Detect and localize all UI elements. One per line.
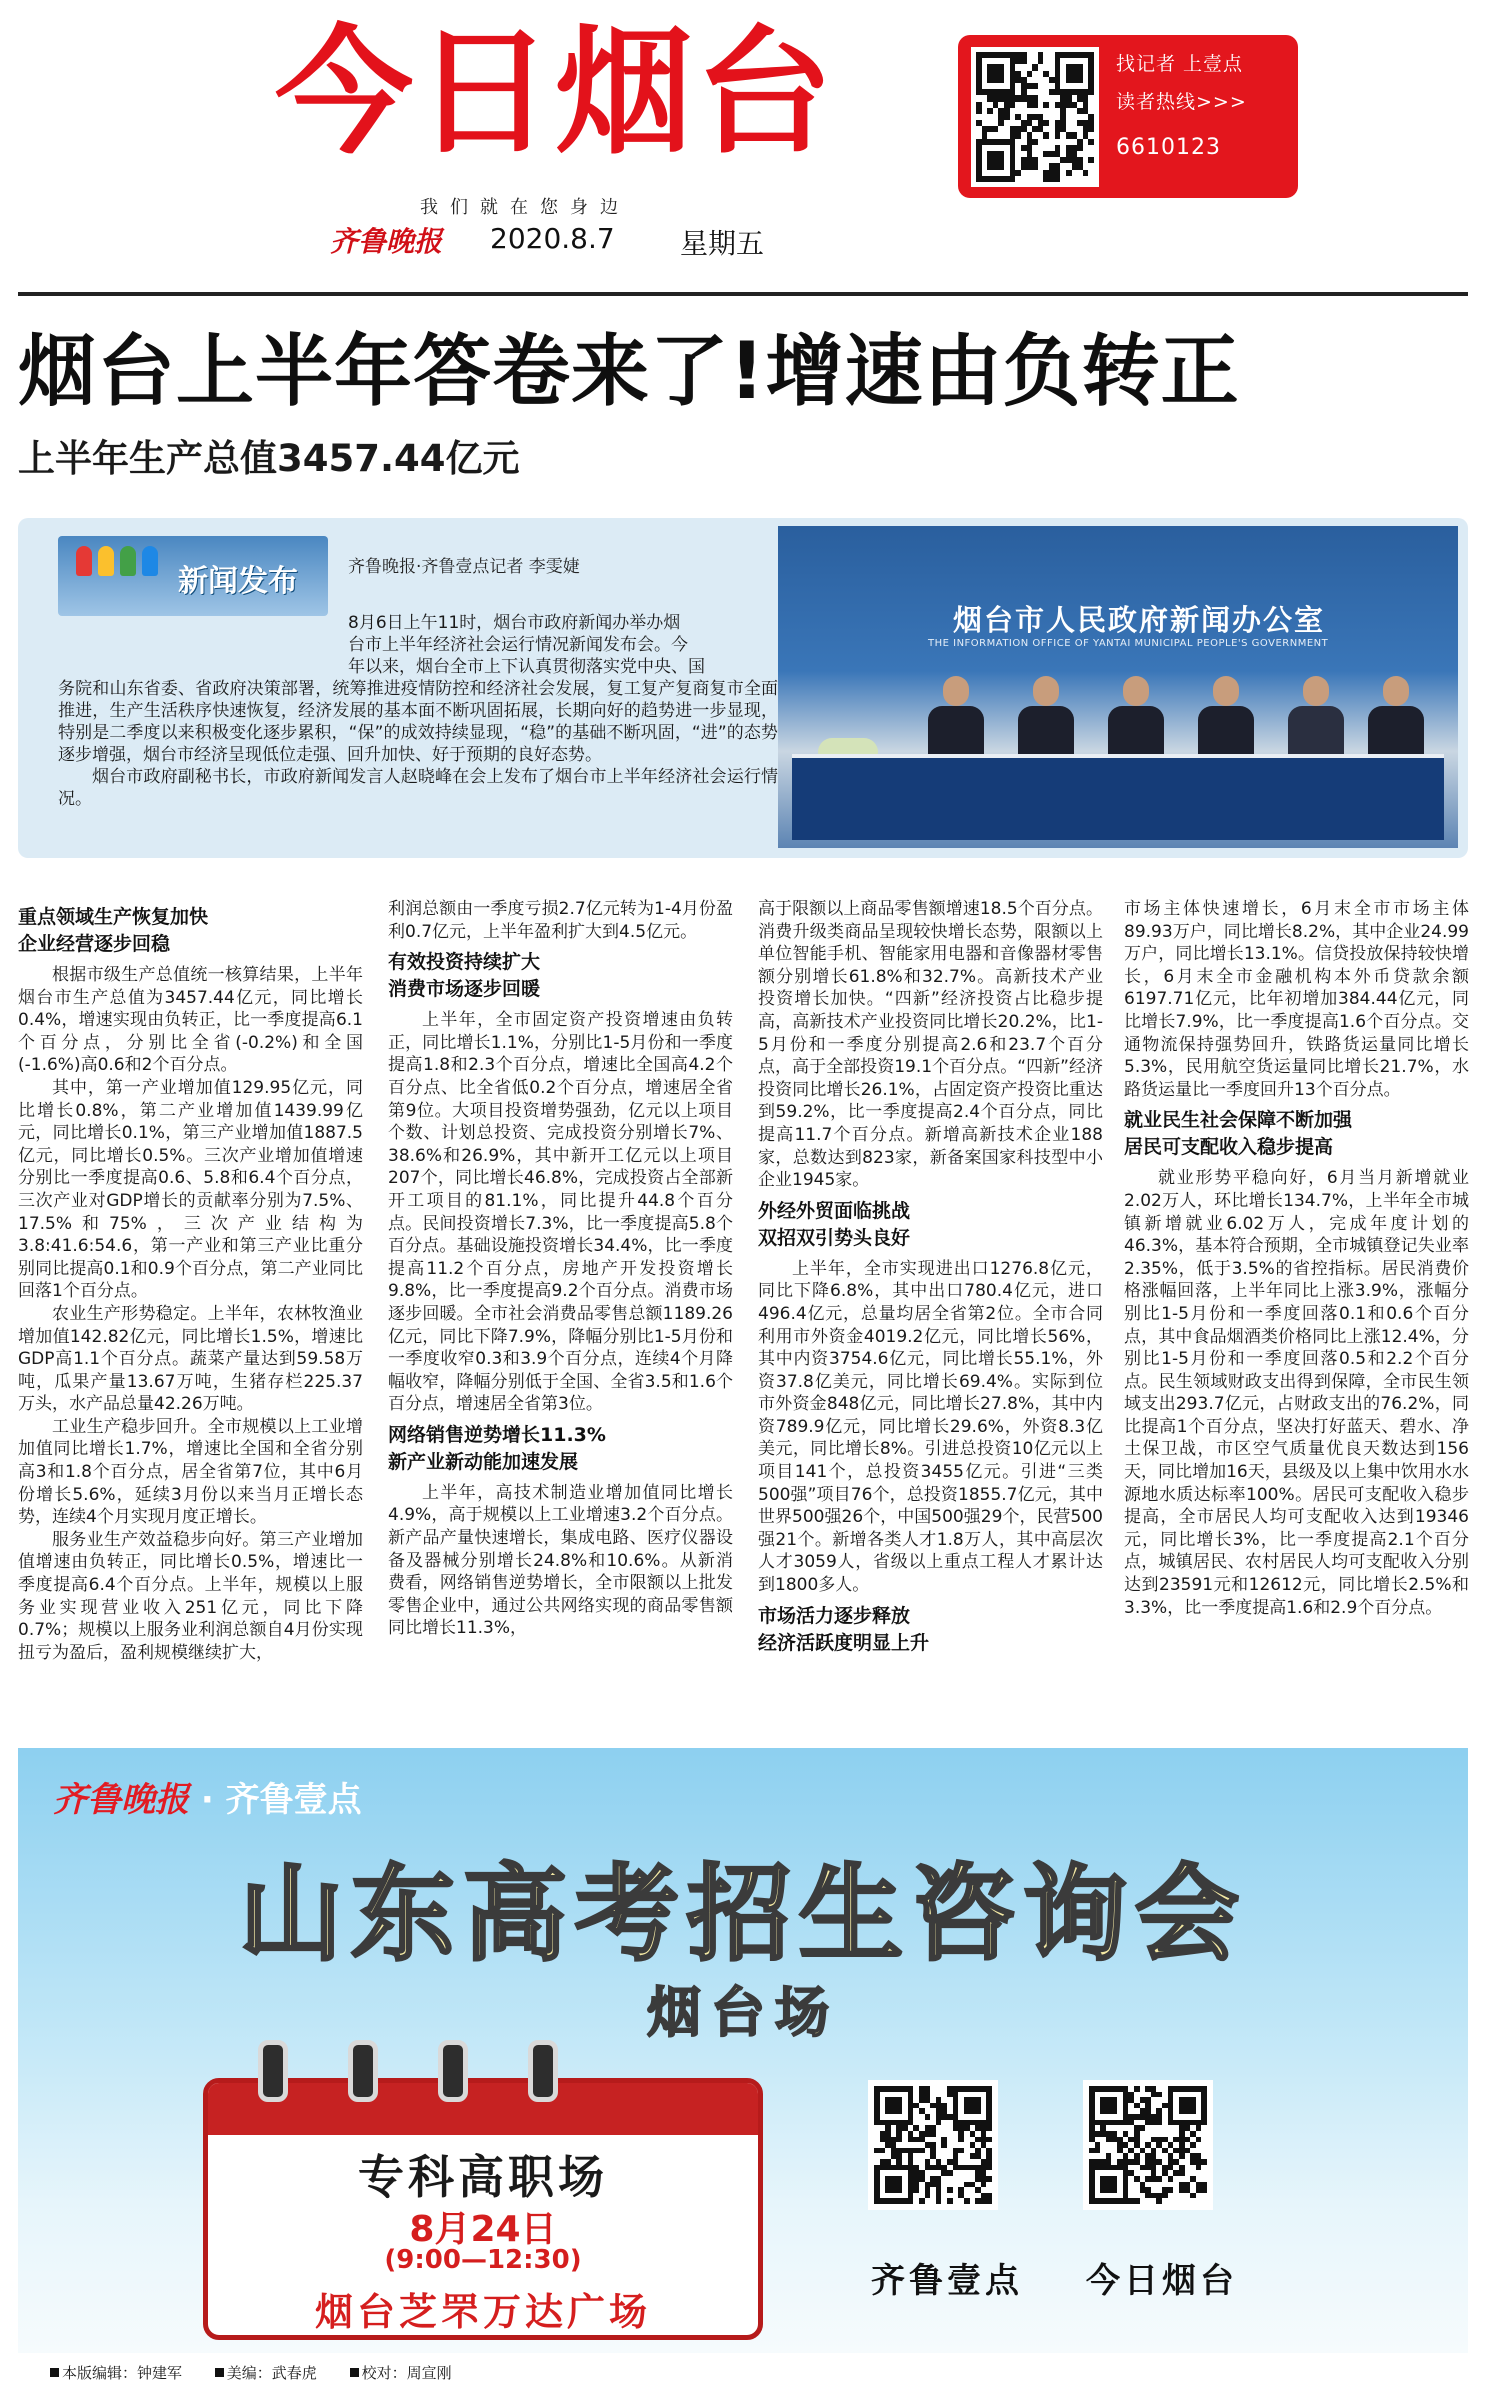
intro-paragraph: 烟台市政府副秘书长，市政府新闻发言人赵晓峰在会上发布了烟台市上半年经济社会运行情况。 [58, 767, 778, 809]
section-heading-line: 双招双引势头良好 [758, 1226, 911, 1249]
credit-designer: 美编：武春虎 [215, 2364, 317, 2382]
ad-logo-qilu-evening: 齐鲁晚报 [53, 1780, 189, 1820]
article-paragraph: 根据市级生产总值统一核算结果，上半年烟台市生产总值为3457.44亿元，同比增长0.4%，增速实现由负转正，比一季度提高6.1个百分点，分别比全省(-0.2%)和全国(-1.6%)高0.6和2个百分点。 [18, 965, 363, 1076]
qr-label: 齐鲁壹点 [871, 2261, 1023, 2301]
photo-sign-english: THE INFORMATION OFFICE OF YANTAI MUNICIPAL PEOPLE'S GOVERNMENT [928, 638, 1329, 649]
section-heading [388, 1422, 733, 1476]
intro-line: 年以来，烟台全市上下认真贯彻落实党中央、国 [348, 657, 705, 677]
contact-box [958, 35, 1298, 198]
calendar-heading: 专科高职场 [358, 2150, 608, 2204]
section-heading [388, 949, 733, 1003]
press-conference-photo [778, 526, 1458, 848]
section-heading-line: 新产业新动能加速发展 [388, 1450, 579, 1473]
article-column-2 [388, 898, 733, 1640]
article-column-3 [758, 898, 1103, 1663]
article-paragraph: 就业形势平稳向好，6月当月新增就业2.02万人，环比增长134.7%，上半年全市城镇新增就业6.02万人，完成年度计划的46.3%，基本符合预期，全市城镇登记失业率2.35%，低于3.5%的省控指标。居民消费价格涨幅回落，上半年同比上涨3.9%，涨幅分别比1-5月份和一季度回落0.1和0.6个百分点，其中食品烟酒类价格同比上涨12.4%，分别比1-5月份和一季度回落0.5和2.2个百分点。民生领域财政支出得到保障，全市民生领域支出293.7亿元，占财政支出的76.2%，同比提高1个百分点，坚决打好蓝天、碧水、净土保卫战，市区空气质量优良天数达到156天，同比增加16天，县级及以上集中饮用水水源地水质达标率100%。居民可支配收入稳步提高，全市居民人均可支配收入达到19346元，同比增长3%，比一季度提高2.1个百分点，城镇居民、农村居民人均可支配收入分别达到23591元和12612元，同比增长2.5%和3.3%，比一季度提高1.6和2.9个百分点。 [1124, 1168, 1469, 1618]
person-figure [1198, 676, 1254, 758]
article-paragraph: 高于限额以上商品零售额增速18.5个百分点。消费升级类商品呈现较快增长态势，限额以上单位智能手机、智能家用电器和音像器材零售额分别增长61.8%和32.7%。高新技术产业投资增长加快。“四新”经济投资占比稳步提高，高新技术产业投资同比增长20.2%，比1-5月份和一季度分别提高2.6和23.7个百分点，高于全部投资19.1个百分点。“四新”经济投资同比增长26.1%，占固定资产投资比重达到59.2%，比一季度提高2.4个百分点，同比提高11.7个百分点。新增高新技术企业188家，总数达到823家，新备案国家科技型中小企业1945家。 [758, 899, 1103, 1191]
masthead-title: 今日烟台 [274, 12, 835, 173]
section-heading-line: 重点领域生产恢复加快 [18, 906, 209, 928]
person-figure [1108, 676, 1164, 758]
article-paragraph: 上半年，全市固定资产投资增速由负转正，同比增长1.1%，分别比1-5月份和一季度提高1.8和2.3个百分点，增速比全国高4.2个百分点、比全省低0.2个百分点，增速居全省第9位。大项目投资增势强劲，亿元以上项目个数、计划总投资、完成投资分别增长7%、38.6%和26.9%，其中新开工亿元以上项目207个，同比增长46.8%，完成投资占全部新开工项目的81.1%，同比提升44.8个百分点。民间投资增长7.3%，比一季度提高5.8个百分点。基础设施投资增长34.4%，比一季度提高11.2个百分点，房地产开发投资增长9.8%，比一季度提高9.2个百分点。消费市场逐步回暖。全市社会消费品零售总额1189.26亿元，同比下降7.9%，降幅分别比1-5月份和一季度收窄0.3和3.9个百分点，连续4个月降幅收窄，降幅分别低于全国、全省3.5和1.6个百分点，增速居全省第3位。 [388, 1010, 733, 1415]
credit-proofreader: 校对：周宣刚 [350, 2364, 452, 2382]
section-heading [758, 1198, 1103, 1252]
ad-title: 山东高考招生咨询会 [238, 1852, 1247, 1975]
person-figure [1288, 676, 1344, 758]
section-heading-line: 网络销售逆势增长11.3% [388, 1423, 606, 1446]
calendar-time: (9:00—12:30) [384, 2245, 582, 2275]
byline: 齐鲁晚报·齐鲁壹点记者 李雯婕 [348, 557, 580, 577]
calendar-card [203, 2078, 763, 2340]
article-paragraph: 服务业生产效益稳步向好。第三产业增加值增速由负转正，同比增长0.5%，增速比一季度提高6.4个百分点。上半年，规模以上服务业实现营业收入251亿元，同比下降0.7%；规模以上服务业利润总额自4月份实现扭亏为盈后，盈利规模继续扩大， [18, 1529, 363, 1663]
section-heading-line: 消费市场逐步回暖 [388, 978, 541, 1001]
microphone-icon [98, 546, 114, 576]
person-figure [1018, 676, 1074, 758]
divider [18, 292, 1468, 296]
microphone-icon [120, 546, 136, 576]
ad-logos [53, 1772, 362, 1821]
intro-paragraph: 务院和山东省委、省政府决策部署，统筹推进疫情防控和经济社会发展，复工复产复商复市全面推进，生产生活秩序快速恢复，经济发展的基本面不断巩固拓展，长期向好的趋势进一步显现，特别是二季度以来积极变化逐步累积，“保”的成效持续显现，“稳”的基础不断巩固，“进”的态势逐步增强，烟台市经济呈现低位走强、回升加快、好于预期的良好态势。 [58, 679, 778, 765]
ad-logo-qilu-yidian: 齐鲁壹点 [225, 1780, 362, 1820]
person-figure [928, 676, 984, 758]
person-figure [1368, 676, 1424, 758]
section-heading [18, 904, 363, 958]
intro-box [18, 518, 1468, 858]
badge-label: 新闻发布 [178, 564, 298, 599]
intro-line: 台市上半年经济社会运行情况新闻发布会。今 [348, 635, 688, 655]
calendar-venue: 烟台芝罘万达广场 [314, 2290, 651, 2334]
subheadline: 上半年生产总值3457.44亿元 [18, 437, 520, 480]
section-heading-line: 市场活力逐步释放 [758, 1604, 911, 1627]
masthead-slogan: 我们就在您身边 [420, 197, 630, 218]
article-paragraph: 利润总额由一季度亏损2.7亿元转为1-4月份盈利0.7亿元，上半年盈利扩大到4.5亿元。 [388, 899, 733, 942]
article-paragraph: 市场主体快速增长，6月末全市市场主体89.93万户，同比增长8.2%，其中企业24.99万户，同比增长13.1%。信贷投放保持较快增长，6月末全市金融机构本外币贷款余额6197.71亿元，比年初增加384.44亿元，同比增长7.9%，比一季度提高1.6个百分点。交通物流保持强势回升，铁路货运量同比增长5.3%，民用航空货运量同比增长21.7%，水路货运量比一季度回升13个百分点。 [1124, 899, 1469, 1100]
qr-code-icon[interactable] [1083, 2080, 1213, 2210]
article-paragraph: 上半年，全市实现进出口1276.8亿元，同比下降6.8%，其中出口780.4亿元，进口496.4亿元，总量均居全省第2位。全市合同利用市外资金4019.2亿元，同比增长56%，其中内资3754.6亿元，同比增长55.1%，外资37.8亿美元，同比增长69.4%。实际到位市外资金848亿元，同比增长27.8%，其中内资789.9亿元，同比增长29.6%，外资8.3亿美元，同比增长8%。引进总投资10亿元以上项目141个，总投资3455亿元。引进“三类500强”项目76个，总投资1855.7亿元，其中世界500强26个，中国500强29个，民营500强21个。新增各类人才1.8万人，其中高层次人才3059人，省级以上重点工程人才累计达到1800多人。 [758, 1258, 1103, 1596]
contact-hotline-label: 读者热线>>> [1116, 91, 1247, 113]
conference-table [792, 754, 1444, 840]
article-paragraph: 其中，第一产业增加值129.95亿元，同比增长0.8%，第二产业增加值1439.99亿元，同比增长0.1%，第三产业增加值1887.5亿元，同比增长0.5%。三次产业增加值增速分别比一季度提高0.6、5.8和6.4个百分点，三次产业对GDP增长的贡献率分别为7.5%、17.5%和75%，三次产业结构为3.8:41.6:54.6，第一产业和第三产业比重分别同比提高0.1和0.9个百分点，第二产业同比回落1个百分点。 [18, 1077, 363, 1302]
section-heading-line: 企业经营逐步回稳 [18, 933, 171, 955]
photo-sign: 烟台市人民政府新闻办公室 [953, 603, 1326, 637]
calendar-header [208, 2083, 758, 2135]
calendar-ring-icon [258, 2040, 288, 2102]
ad-logo-separator: · [200, 1780, 214, 1820]
ad-subtitle: 烟台场 [647, 1980, 839, 2044]
contact-reporter-text: 找记者 上壹点 [1116, 53, 1244, 75]
issue-weekday: 星期五 [680, 227, 765, 260]
intro-text [58, 588, 778, 810]
microphone-icon [76, 546, 92, 576]
article-paragraph: 农业生产形势稳定。上半年，农林牧渔业增加值142.82亿元，同比增长1.5%，增速比GDP高1.1个百分点。蔬菜产量达到59.58万吨，瓜果产量13.67万吨，生猪存栏225.37万头，水产品总量42.26万吨。 [18, 1303, 363, 1415]
section-heading [1124, 1107, 1469, 1161]
article-paragraph: 上半年，高技术制造业增加值同比增长4.9%，高于规模以上工业增速3.2个百分点。新产品产量快速增长，集成电路、医疗仪器设备及器械分别增长24.8%和10.6%。从新消费看，网络销售逆势增长，全市限额以上批发零售企业中，通过公共网络实现的商品零售额同比增长11.3%， [388, 1482, 733, 1639]
calendar-date: 8月24日 [409, 2209, 557, 2250]
calendar-ring-icon [528, 2040, 558, 2102]
intro-line: 8月6日上午11时，烟台市政府新闻办举办烟 [348, 613, 681, 633]
section-heading-line: 就业民生社会保障不断加强 [1124, 1109, 1353, 1132]
section-heading [758, 1603, 1103, 1657]
credits-footer [50, 2362, 480, 2383]
microphone-icon [142, 546, 158, 576]
qr-label: 今日烟台 [1086, 2261, 1238, 2301]
paper-logo: 齐鲁晚报 [330, 225, 443, 258]
qr-code-icon[interactable] [868, 2080, 998, 2210]
section-heading-line: 居民可支配收入稳步提高 [1124, 1136, 1334, 1159]
section-heading-line: 外经外贸面临挑战 [758, 1199, 911, 1222]
section-heading-line: 有效投资持续扩大 [388, 951, 541, 974]
masthead [0, 0, 1488, 290]
section-heading-line: 经济活跃度明显上升 [758, 1631, 930, 1654]
advertisement [18, 1748, 1468, 2353]
contact-hotline-number: 6610123 [1116, 135, 1221, 160]
article-paragraph: 工业生产稳步回升。全市规模以上工业增加值同比增长1.7%，增速比全国和全省分别高3和1.8个百分点，居全省第7位，其中6月份增长5.6%，延续3月份以来当月正增长态势，连续4个月实现月度正增长。 [18, 1416, 363, 1528]
calendar-ring-icon [438, 2040, 468, 2102]
article-column-1 [18, 898, 363, 1664]
headline: 烟台上半年答卷来了!增速由负转正 [18, 327, 1240, 417]
qr-code-icon[interactable] [971, 47, 1099, 187]
credit-editor: 本版编辑：钟建军 [50, 2364, 182, 2382]
issue-date: 2020.8.7 [490, 222, 615, 255]
article-column-4 [1124, 898, 1469, 1619]
calendar-ring-icon [348, 2040, 378, 2102]
